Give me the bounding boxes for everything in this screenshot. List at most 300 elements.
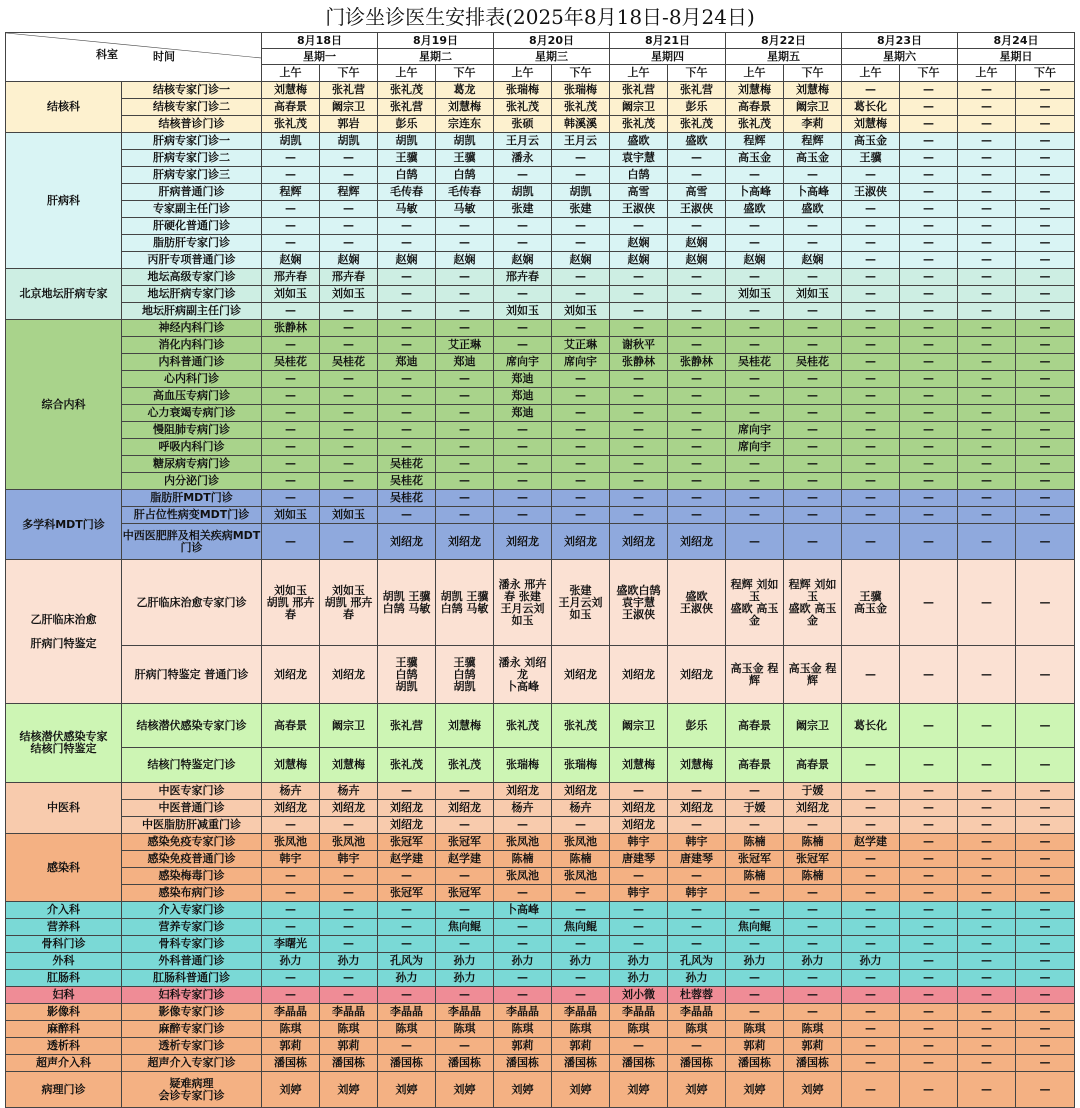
schedule-row xyxy=(6,218,1075,235)
clinic-cell: 中西医肥胖及相关疾病MDT门诊 xyxy=(122,524,262,560)
doctor-cell: — xyxy=(958,354,1016,371)
doctor-cell: — xyxy=(958,851,1016,868)
doctor-cell: 潘永 邢卉 春 张建 王月云刘 如玉 xyxy=(494,560,552,646)
schedule-row xyxy=(6,783,1075,800)
doctor-cell: — xyxy=(958,902,1016,919)
doctor-cell: 程辉 xyxy=(262,184,320,201)
doctor-cell: 杨卉 xyxy=(320,783,378,800)
schedule-row xyxy=(6,987,1075,1004)
doctor-cell: — xyxy=(784,405,842,422)
doctor-cell: — xyxy=(900,320,958,337)
doctor-cell: 陈琪 xyxy=(784,1021,842,1038)
clinic-cell: 超声介入专家门诊 xyxy=(122,1055,262,1072)
doctor-cell: 张礼茂 xyxy=(552,704,610,748)
doctor-cell: 孙力 xyxy=(320,953,378,970)
doctor-cell: 潘永 xyxy=(494,150,552,167)
clinic-cell: 脂肪肝MDT门诊 xyxy=(122,490,262,507)
doctor-cell: 盛欧 xyxy=(726,201,784,218)
doctor-cell: 李晶晶 xyxy=(494,1004,552,1021)
doctor-cell: — xyxy=(1016,218,1075,235)
doctor-cell: 程辉 刘如 玉 盛欧 高玉 金 xyxy=(726,560,784,646)
doctor-cell: — xyxy=(494,320,552,337)
doctor-cell: — xyxy=(320,987,378,1004)
doctor-cell: — xyxy=(842,987,900,1004)
clinic-cell: 结核普诊门诊 xyxy=(122,116,262,133)
doctor-cell: 高春景 xyxy=(726,748,784,783)
doctor-cell: — xyxy=(320,303,378,320)
doctor-cell: 高春景 xyxy=(784,748,842,783)
department-cell: 外科 xyxy=(6,953,122,970)
doctor-cell: — xyxy=(726,817,784,834)
doctor-cell: — xyxy=(958,748,1016,783)
department-cell: 介入科 xyxy=(6,902,122,919)
doctor-cell: 谢秋平 xyxy=(610,337,668,354)
doctor-cell: 孔风为 xyxy=(378,953,436,970)
doctor-cell: 刘如玉 xyxy=(262,286,320,303)
doctor-cell: — xyxy=(1016,748,1075,783)
doctor-cell: 刘如玉 xyxy=(552,303,610,320)
doctor-cell: 张凤池 xyxy=(262,834,320,851)
schedule-row xyxy=(6,303,1075,320)
doctor-cell: — xyxy=(958,320,1016,337)
doctor-cell: — xyxy=(900,201,958,218)
doctor-cell: 张冠军 xyxy=(436,834,494,851)
schedule-row xyxy=(6,1055,1075,1072)
time-label: 时间 xyxy=(153,50,175,63)
doctor-cell: 陈琪 xyxy=(726,1021,784,1038)
schedule-row xyxy=(6,936,1075,953)
schedule-row xyxy=(6,388,1075,405)
doctor-cell: — xyxy=(378,286,436,303)
doctor-cell: 张礼茂 xyxy=(378,82,436,99)
doctor-cell: 张礼茂 xyxy=(378,748,436,783)
doctor-cell: — xyxy=(842,1021,900,1038)
doctor-cell: 张凤池 xyxy=(320,834,378,851)
doctor-cell: 张瑞梅 xyxy=(494,82,552,99)
schedule-row xyxy=(6,456,1075,473)
doctor-cell: 韩宇 xyxy=(668,885,726,902)
doctor-cell: 葛长化 xyxy=(842,704,900,748)
doctor-cell: — xyxy=(378,507,436,524)
doctor-cell: — xyxy=(1016,269,1075,286)
doctor-cell: 王骥 白鹄 胡凯 xyxy=(378,646,436,704)
doctor-cell: — xyxy=(552,817,610,834)
doctor-cell: 张瑞梅 xyxy=(552,748,610,783)
doctor-cell: — xyxy=(552,936,610,953)
doctor-cell: — xyxy=(958,834,1016,851)
doctor-cell: — xyxy=(900,133,958,150)
schedule-row xyxy=(6,354,1075,371)
doctor-cell: — xyxy=(726,235,784,252)
doctor-cell: — xyxy=(320,235,378,252)
doctor-cell: — xyxy=(1016,116,1075,133)
doctor-cell: — xyxy=(958,473,1016,490)
doctor-cell: 赵娴 xyxy=(262,252,320,269)
pm-header: 下午 xyxy=(668,65,726,82)
doctor-cell: — xyxy=(958,99,1016,116)
doctor-cell: 张冠军 xyxy=(726,851,784,868)
doctor-cell: — xyxy=(842,919,900,936)
doctor-cell: — xyxy=(900,524,958,560)
doctor-cell: — xyxy=(842,439,900,456)
schedule-row xyxy=(6,99,1075,116)
doctor-cell: 王月云 xyxy=(494,133,552,150)
doctor-cell: — xyxy=(610,439,668,456)
doctor-cell: 孔风为 xyxy=(668,953,726,970)
clinic-cell: 疑难病理 会诊专家门诊 xyxy=(122,1072,262,1108)
doctor-cell: — xyxy=(900,834,958,851)
doctor-cell: — xyxy=(958,269,1016,286)
schedule-row xyxy=(6,371,1075,388)
doctor-cell: — xyxy=(552,320,610,337)
doctor-cell: — xyxy=(320,868,378,885)
doctor-cell: 胡凯 xyxy=(320,133,378,150)
doctor-cell: — xyxy=(958,201,1016,218)
schedule-row xyxy=(6,748,1075,783)
doctor-cell: 葛长化 xyxy=(842,99,900,116)
doctor-cell: 邢卉春 xyxy=(320,269,378,286)
schedule-row xyxy=(6,116,1075,133)
schedule-row xyxy=(6,970,1075,987)
doctor-cell: 席向宇 xyxy=(494,354,552,371)
doctor-cell: — xyxy=(320,919,378,936)
doctor-cell: 刘绍龙 xyxy=(784,800,842,817)
doctor-cell: 艾正琳 xyxy=(552,337,610,354)
doctor-cell: — xyxy=(610,388,668,405)
doctor-cell: — xyxy=(1016,439,1075,456)
clinic-cell: 介入专家门诊 xyxy=(122,902,262,919)
doctor-cell: — xyxy=(958,704,1016,748)
doctor-cell: — xyxy=(958,936,1016,953)
doctor-cell: — xyxy=(900,99,958,116)
doctor-cell: — xyxy=(842,1004,900,1021)
doctor-cell: 李晶晶 xyxy=(262,1004,320,1021)
doctor-cell: — xyxy=(320,167,378,184)
doctor-cell: — xyxy=(784,167,842,184)
doctor-cell: — xyxy=(726,167,784,184)
department-cell: 结核科 xyxy=(6,82,122,133)
doctor-cell: — xyxy=(726,987,784,1004)
doctor-cell: — xyxy=(552,235,610,252)
doctor-cell: 韩宇 xyxy=(320,851,378,868)
doctor-cell: 刘慧梅 xyxy=(842,116,900,133)
doctor-cell: 刘慧梅 xyxy=(320,748,378,783)
doctor-cell: — xyxy=(262,167,320,184)
department-cell: 超声介入科 xyxy=(6,1055,122,1072)
doctor-cell: 潘国栋 xyxy=(494,1055,552,1072)
department-cell: 中医科 xyxy=(6,783,122,834)
pm-header: 下午 xyxy=(552,65,610,82)
weekday-header: 星期五 xyxy=(726,49,842,65)
doctor-cell: — xyxy=(784,320,842,337)
doctor-cell: — xyxy=(1016,320,1075,337)
doctor-cell: — xyxy=(320,320,378,337)
date-header: 8月24日 xyxy=(958,33,1075,49)
doctor-cell: 张凤池 xyxy=(552,834,610,851)
doctor-cell: 张礼茂 xyxy=(552,99,610,116)
doctor-cell: — xyxy=(900,919,958,936)
doctor-cell: — xyxy=(958,456,1016,473)
doctor-cell: — xyxy=(726,371,784,388)
doctor-cell: 孙力 xyxy=(552,953,610,970)
doctor-cell: — xyxy=(842,817,900,834)
doctor-cell: — xyxy=(842,868,900,885)
doctor-cell: — xyxy=(436,902,494,919)
doctor-cell: — xyxy=(900,902,958,919)
doctor-cell: 孙力 xyxy=(378,970,436,987)
doctor-cell: 邢卉春 xyxy=(262,269,320,286)
doctor-cell: — xyxy=(320,422,378,439)
doctor-cell: — xyxy=(958,150,1016,167)
doctor-cell: — xyxy=(900,1038,958,1055)
doctor-cell: — xyxy=(900,783,958,800)
doctor-cell: 陈楠 xyxy=(784,834,842,851)
doctor-cell: 胡凯 xyxy=(262,133,320,150)
doctor-cell: 潘国栋 xyxy=(668,1055,726,1072)
doctor-cell: — xyxy=(436,371,494,388)
doctor-cell: 郭莉 xyxy=(726,1038,784,1055)
schedule-row xyxy=(6,524,1075,560)
doctor-cell: — xyxy=(842,371,900,388)
doctor-cell: — xyxy=(494,235,552,252)
doctor-cell: 张礼茂 xyxy=(726,116,784,133)
schedule-row xyxy=(6,851,1075,868)
clinic-cell: 消化内科门诊 xyxy=(122,337,262,354)
doctor-cell: — xyxy=(1016,303,1075,320)
doctor-cell: — xyxy=(842,646,900,704)
doctor-cell: — xyxy=(552,987,610,1004)
doctor-cell: — xyxy=(842,303,900,320)
doctor-cell: — xyxy=(842,269,900,286)
doctor-cell: 刘慧梅 xyxy=(436,704,494,748)
doctor-cell: — xyxy=(552,507,610,524)
doctor-cell: — xyxy=(900,456,958,473)
doctor-cell: 张礼茂 xyxy=(436,748,494,783)
doctor-cell: 杨卉 xyxy=(552,800,610,817)
date-header: 8月19日 xyxy=(378,33,494,49)
doctor-cell: — xyxy=(262,150,320,167)
doctor-cell: — xyxy=(958,885,1016,902)
clinic-cell: 影像专家门诊 xyxy=(122,1004,262,1021)
doctor-cell: 张凤池 xyxy=(494,868,552,885)
schedule-row xyxy=(6,184,1075,201)
doctor-cell: — xyxy=(1016,524,1075,560)
doctor-cell: — xyxy=(900,987,958,1004)
doctor-cell: — xyxy=(726,218,784,235)
doctor-cell: 李晶晶 xyxy=(320,1004,378,1021)
schedule-row xyxy=(6,817,1075,834)
clinic-cell: 地坛高级专家门诊 xyxy=(122,269,262,286)
doctor-cell: 张建 xyxy=(494,201,552,218)
doctor-cell: 张建 xyxy=(552,201,610,218)
schedule-row xyxy=(6,885,1075,902)
doctor-cell: 刘婷 xyxy=(726,1072,784,1108)
doctor-cell: — xyxy=(1016,507,1075,524)
doctor-cell: 刘绍龙 xyxy=(378,800,436,817)
doctor-cell: 刘慧梅 xyxy=(784,82,842,99)
doctor-cell: 张瑞梅 xyxy=(494,748,552,783)
doctor-cell: 胡凯 xyxy=(436,133,494,150)
clinic-cell: 肝病门特鉴定 普通门诊 xyxy=(122,646,262,704)
doctor-cell: — xyxy=(784,902,842,919)
doctor-cell: — xyxy=(958,1004,1016,1021)
department-cell: 结核潜伏感染专家 结核门特鉴定 xyxy=(6,704,122,783)
doctor-cell: — xyxy=(726,783,784,800)
schedule-row xyxy=(6,439,1075,456)
doctor-cell: — xyxy=(378,235,436,252)
doctor-cell: — xyxy=(726,473,784,490)
doctor-cell: — xyxy=(610,507,668,524)
schedule-row xyxy=(6,490,1075,507)
doctor-cell: — xyxy=(668,337,726,354)
doctor-cell: — xyxy=(610,783,668,800)
doctor-cell: — xyxy=(668,507,726,524)
doctor-cell: 韩宇 xyxy=(610,885,668,902)
doctor-cell: — xyxy=(668,218,726,235)
doctor-cell: 高玉金 程 辉 xyxy=(726,646,784,704)
clinic-cell: 神经内科门诊 xyxy=(122,320,262,337)
doctor-cell: 李晶晶 xyxy=(552,1004,610,1021)
pm-header: 下午 xyxy=(784,65,842,82)
doctor-cell: 刘婷 xyxy=(320,1072,378,1108)
doctor-cell: — xyxy=(494,456,552,473)
doctor-cell: 马敏 xyxy=(436,201,494,218)
doctor-cell: — xyxy=(900,167,958,184)
doctor-cell: — xyxy=(1016,337,1075,354)
doctor-cell: — xyxy=(1016,473,1075,490)
schedule-row xyxy=(6,646,1075,704)
doctor-cell: 陈琪 xyxy=(610,1021,668,1038)
doctor-cell: — xyxy=(262,490,320,507)
doctor-cell: — xyxy=(958,817,1016,834)
doctor-cell: — xyxy=(958,783,1016,800)
doctor-cell: 陈琪 xyxy=(378,1021,436,1038)
weekday-header: 星期二 xyxy=(378,49,494,65)
clinic-cell: 高血压专病门诊 xyxy=(122,388,262,405)
doctor-cell: — xyxy=(958,422,1016,439)
clinic-cell: 骨科专家门诊 xyxy=(122,936,262,953)
department-cell: 营养科 xyxy=(6,919,122,936)
doctor-cell: — xyxy=(378,269,436,286)
doctor-cell: — xyxy=(1016,422,1075,439)
doctor-cell: — xyxy=(900,354,958,371)
schedule-row xyxy=(6,1021,1075,1038)
doctor-cell: 刘绍龙 xyxy=(552,783,610,800)
schedule-row xyxy=(6,133,1075,150)
doctor-cell: 郑迪 xyxy=(494,371,552,388)
doctor-cell: — xyxy=(726,507,784,524)
doctor-cell: — xyxy=(958,953,1016,970)
doctor-cell: 刘慧梅 xyxy=(726,82,784,99)
doctor-cell: — xyxy=(900,646,958,704)
doctor-cell: — xyxy=(842,354,900,371)
doctor-cell: 席向宇 xyxy=(726,422,784,439)
doctor-cell: — xyxy=(1016,1004,1075,1021)
doctor-cell: — xyxy=(958,167,1016,184)
doctor-cell: 郑迪 xyxy=(378,354,436,371)
doctor-cell: 马敏 xyxy=(378,201,436,218)
doctor-cell: 赵娴 xyxy=(436,252,494,269)
doctor-cell: 王月云 xyxy=(552,133,610,150)
doctor-cell: — xyxy=(900,303,958,320)
doctor-cell: — xyxy=(1016,1055,1075,1072)
doctor-cell: — xyxy=(900,970,958,987)
doctor-cell: 张凤池 xyxy=(552,868,610,885)
doctor-cell: — xyxy=(436,218,494,235)
doctor-cell: 孙力 xyxy=(668,970,726,987)
doctor-cell: — xyxy=(552,371,610,388)
doctor-cell: 张礼茂 xyxy=(262,116,320,133)
doctor-cell: — xyxy=(262,337,320,354)
doctor-cell: — xyxy=(262,456,320,473)
doctor-cell: — xyxy=(958,235,1016,252)
date-header: 8月21日 xyxy=(610,33,726,49)
doctor-cell: — xyxy=(958,337,1016,354)
schedule-row xyxy=(6,834,1075,851)
doctor-cell: 张静林 xyxy=(262,320,320,337)
doctor-cell: — xyxy=(378,303,436,320)
clinic-cell: 慢阻肺专病门诊 xyxy=(122,422,262,439)
doctor-cell: 杨卉 xyxy=(262,783,320,800)
doctor-cell: 李晶晶 xyxy=(436,1004,494,1021)
doctor-cell: — xyxy=(900,337,958,354)
doctor-cell: — xyxy=(1016,252,1075,269)
doctor-cell: — xyxy=(436,286,494,303)
doctor-cell: — xyxy=(900,286,958,303)
doctor-cell: — xyxy=(958,371,1016,388)
clinic-cell: 地坛肝病专家门诊 xyxy=(122,286,262,303)
doctor-cell: — xyxy=(262,201,320,218)
doctor-cell: — xyxy=(552,970,610,987)
doctor-cell: — xyxy=(958,868,1016,885)
doctor-cell: — xyxy=(784,422,842,439)
doctor-cell: 彭乐 xyxy=(668,99,726,116)
doctor-cell: 王骥 xyxy=(842,150,900,167)
doctor-cell: 刘绍龙 xyxy=(436,800,494,817)
doctor-cell: — xyxy=(668,320,726,337)
doctor-cell: — xyxy=(668,936,726,953)
clinic-cell: 脂肪肝专家门诊 xyxy=(122,235,262,252)
doctor-cell: 程辉 刘如 玉 盛欧 高玉 金 xyxy=(784,560,842,646)
weekday-header: 星期一 xyxy=(262,49,378,65)
doctor-cell: — xyxy=(784,987,842,1004)
doctor-cell: — xyxy=(1016,885,1075,902)
doctor-cell: — xyxy=(552,422,610,439)
schedule-row xyxy=(6,167,1075,184)
doctor-cell: — xyxy=(842,524,900,560)
department-cell: 综合内科 xyxy=(6,320,122,490)
doctor-cell: 赵娴 xyxy=(378,252,436,269)
doctor-cell: 刘绍龙 xyxy=(610,817,668,834)
doctor-cell: — xyxy=(784,919,842,936)
doctor-cell: — xyxy=(900,704,958,748)
doctor-cell: — xyxy=(262,388,320,405)
doctor-cell: 陈琪 xyxy=(668,1021,726,1038)
doctor-cell: 焦向鲲 xyxy=(726,919,784,936)
doctor-cell: — xyxy=(1016,1038,1075,1055)
doctor-cell: 赵娴 xyxy=(668,252,726,269)
doctor-cell: — xyxy=(1016,354,1075,371)
schedule-row xyxy=(6,800,1075,817)
doctor-cell: — xyxy=(320,524,378,560)
schedule-table xyxy=(5,32,1075,1108)
doctor-cell: — xyxy=(610,405,668,422)
doctor-cell: — xyxy=(958,133,1016,150)
doctor-cell: — xyxy=(378,439,436,456)
doctor-cell: 刘如玉 胡凯 邢卉 春 xyxy=(320,560,378,646)
doctor-cell: — xyxy=(494,490,552,507)
doctor-cell: 刘慧梅 xyxy=(262,82,320,99)
